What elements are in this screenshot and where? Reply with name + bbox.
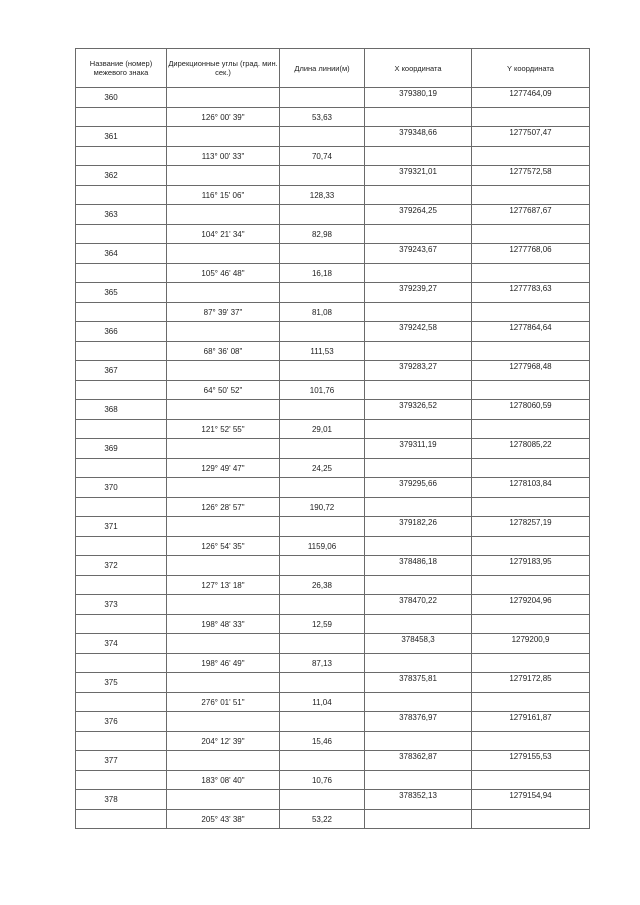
point-name-cell: 370 bbox=[76, 478, 167, 498]
empty-name-cell bbox=[76, 225, 167, 244]
point-name-cell: 371 bbox=[76, 517, 167, 537]
table-row-point bbox=[76, 517, 590, 537]
boundary-coordinates-table bbox=[75, 48, 590, 829]
direction-angle-cell: 129° 49' 47" bbox=[167, 459, 280, 478]
table-row-segment bbox=[76, 147, 590, 166]
empty-y-cell bbox=[472, 810, 590, 829]
table-row-point bbox=[76, 127, 590, 147]
table-row-point bbox=[76, 244, 590, 264]
line-length-cell: 12,59 bbox=[280, 615, 365, 634]
empty-name-cell bbox=[76, 771, 167, 790]
empty-y-cell bbox=[472, 225, 590, 244]
x-coordinate-cell: 379348,66 bbox=[365, 127, 472, 147]
line-length-cell: 24,25 bbox=[280, 459, 365, 478]
x-coordinate-cell: 378470,22 bbox=[365, 595, 472, 615]
empty-angle-cell bbox=[167, 751, 280, 771]
header-point-name: Название (номер) межевого знака bbox=[76, 49, 167, 88]
line-length-cell: 128,33 bbox=[280, 186, 365, 205]
table-row-point bbox=[76, 556, 590, 576]
empty-length-cell bbox=[280, 439, 365, 459]
empty-x-cell bbox=[365, 693, 472, 712]
empty-x-cell bbox=[365, 147, 472, 166]
y-coordinate-cell: 1278257,19 bbox=[472, 517, 590, 537]
empty-length-cell bbox=[280, 556, 365, 576]
point-name-cell: 369 bbox=[76, 439, 167, 459]
empty-angle-cell bbox=[167, 517, 280, 537]
table-row-segment bbox=[76, 186, 590, 205]
empty-name-cell bbox=[76, 381, 167, 400]
empty-name-cell bbox=[76, 108, 167, 127]
x-coordinate-cell: 378486,18 bbox=[365, 556, 472, 576]
direction-angle-cell: 198° 48' 33" bbox=[167, 615, 280, 634]
x-coordinate-cell: 378352,13 bbox=[365, 790, 472, 810]
empty-length-cell bbox=[280, 478, 365, 498]
y-coordinate-cell: 1277507,47 bbox=[472, 127, 590, 147]
empty-angle-cell bbox=[167, 439, 280, 459]
empty-x-cell bbox=[365, 537, 472, 556]
table-row-point bbox=[76, 478, 590, 498]
y-coordinate-cell: 1279204,96 bbox=[472, 595, 590, 615]
empty-y-cell bbox=[472, 147, 590, 166]
empty-length-cell bbox=[280, 244, 365, 264]
line-length-cell: 111,53 bbox=[280, 342, 365, 361]
direction-angle-cell: 68° 36' 08" bbox=[167, 342, 280, 361]
empty-name-cell bbox=[76, 693, 167, 712]
empty-angle-cell bbox=[167, 478, 280, 498]
x-coordinate-cell: 379264,25 bbox=[365, 205, 472, 225]
empty-y-cell bbox=[472, 303, 590, 322]
table-row-point bbox=[76, 166, 590, 186]
empty-length-cell bbox=[280, 673, 365, 693]
point-name-cell: 372 bbox=[76, 556, 167, 576]
point-name-cell: 367 bbox=[76, 361, 167, 381]
table-row-point bbox=[76, 712, 590, 732]
direction-angle-cell: 198° 46' 49" bbox=[167, 654, 280, 673]
empty-name-cell bbox=[76, 537, 167, 556]
empty-length-cell bbox=[280, 283, 365, 303]
empty-y-cell bbox=[472, 186, 590, 205]
empty-name-cell bbox=[76, 498, 167, 517]
line-length-cell: 53,63 bbox=[280, 108, 365, 127]
y-coordinate-cell: 1277768,06 bbox=[472, 244, 590, 264]
empty-angle-cell bbox=[167, 556, 280, 576]
point-name-cell: 365 bbox=[76, 283, 167, 303]
line-length-cell: 1159,06 bbox=[280, 537, 365, 556]
line-length-cell: 87,13 bbox=[280, 654, 365, 673]
empty-length-cell bbox=[280, 361, 365, 381]
header-y-coordinate: Y координата bbox=[472, 49, 590, 88]
empty-length-cell bbox=[280, 400, 365, 420]
empty-y-cell bbox=[472, 264, 590, 283]
table-row-point bbox=[76, 790, 590, 810]
empty-name-cell bbox=[76, 303, 167, 322]
direction-angle-cell: 127° 13' 18" bbox=[167, 576, 280, 595]
table-row-segment bbox=[76, 537, 590, 556]
table-row-segment bbox=[76, 381, 590, 400]
point-name-cell: 374 bbox=[76, 634, 167, 654]
y-coordinate-cell: 1278060,59 bbox=[472, 400, 590, 420]
point-name-cell: 375 bbox=[76, 673, 167, 693]
direction-angle-cell: 126° 54' 35" bbox=[167, 537, 280, 556]
empty-y-cell bbox=[472, 537, 590, 556]
direction-angle-cell: 183° 08' 40" bbox=[167, 771, 280, 790]
x-coordinate-cell: 379243,67 bbox=[365, 244, 472, 264]
point-name-cell: 361 bbox=[76, 127, 167, 147]
line-length-cell: 81,08 bbox=[280, 303, 365, 322]
table-row-segment bbox=[76, 303, 590, 322]
header-x-coordinate: X координата bbox=[365, 49, 472, 88]
empty-x-cell bbox=[365, 498, 472, 517]
x-coordinate-cell: 379311,19 bbox=[365, 439, 472, 459]
empty-x-cell bbox=[365, 459, 472, 478]
empty-angle-cell bbox=[167, 634, 280, 654]
empty-length-cell bbox=[280, 751, 365, 771]
empty-length-cell bbox=[280, 205, 365, 225]
empty-angle-cell bbox=[167, 127, 280, 147]
empty-length-cell bbox=[280, 517, 365, 537]
line-length-cell: 82,98 bbox=[280, 225, 365, 244]
empty-name-cell bbox=[76, 264, 167, 283]
empty-y-cell bbox=[472, 108, 590, 127]
x-coordinate-cell: 378362,87 bbox=[365, 751, 472, 771]
y-coordinate-cell: 1279183,95 bbox=[472, 556, 590, 576]
empty-x-cell bbox=[365, 186, 472, 205]
table-row-point bbox=[76, 205, 590, 225]
line-length-cell: 101,76 bbox=[280, 381, 365, 400]
x-coordinate-cell: 379242,58 bbox=[365, 322, 472, 342]
y-coordinate-cell: 1279155,53 bbox=[472, 751, 590, 771]
empty-y-cell bbox=[472, 420, 590, 439]
table-row-point bbox=[76, 88, 590, 108]
table-body bbox=[76, 88, 590, 829]
x-coordinate-cell: 379295,66 bbox=[365, 478, 472, 498]
empty-length-cell bbox=[280, 595, 365, 615]
empty-y-cell bbox=[472, 771, 590, 790]
table-row-point bbox=[76, 361, 590, 381]
table-row-point bbox=[76, 439, 590, 459]
direction-angle-cell: 276° 01' 51" bbox=[167, 693, 280, 712]
y-coordinate-cell: 1279154,94 bbox=[472, 790, 590, 810]
empty-x-cell bbox=[365, 810, 472, 829]
point-name-cell: 360 bbox=[76, 88, 167, 108]
empty-angle-cell bbox=[167, 361, 280, 381]
x-coordinate-cell: 378375,81 bbox=[365, 673, 472, 693]
table-row-segment bbox=[76, 771, 590, 790]
header-line-length: Длина линии(м) bbox=[280, 49, 365, 88]
table-row-point bbox=[76, 400, 590, 420]
empty-y-cell bbox=[472, 732, 590, 751]
point-name-cell: 376 bbox=[76, 712, 167, 732]
empty-y-cell bbox=[472, 381, 590, 400]
empty-name-cell bbox=[76, 576, 167, 595]
empty-name-cell bbox=[76, 732, 167, 751]
empty-y-cell bbox=[472, 654, 590, 673]
table-row-point bbox=[76, 595, 590, 615]
empty-angle-cell bbox=[167, 244, 280, 264]
empty-name-cell bbox=[76, 420, 167, 439]
point-name-cell: 368 bbox=[76, 400, 167, 420]
direction-angle-cell: 64° 50' 52" bbox=[167, 381, 280, 400]
empty-angle-cell bbox=[167, 205, 280, 225]
y-coordinate-cell: 1279161,87 bbox=[472, 712, 590, 732]
point-name-cell: 364 bbox=[76, 244, 167, 264]
table-row-point bbox=[76, 322, 590, 342]
line-length-cell: 16,18 bbox=[280, 264, 365, 283]
empty-x-cell bbox=[365, 108, 472, 127]
empty-y-cell bbox=[472, 342, 590, 361]
line-length-cell: 11,04 bbox=[280, 693, 365, 712]
table-row-segment bbox=[76, 615, 590, 634]
direction-angle-cell: 121° 52' 55" bbox=[167, 420, 280, 439]
table-row-segment bbox=[76, 264, 590, 283]
table-row-segment bbox=[76, 693, 590, 712]
empty-x-cell bbox=[365, 264, 472, 283]
table-row-point bbox=[76, 751, 590, 771]
point-name-cell: 378 bbox=[76, 790, 167, 810]
line-length-cell: 190,72 bbox=[280, 498, 365, 517]
line-length-cell: 10,76 bbox=[280, 771, 365, 790]
point-name-cell: 362 bbox=[76, 166, 167, 186]
table-row-segment bbox=[76, 225, 590, 244]
empty-length-cell bbox=[280, 790, 365, 810]
table-row-segment bbox=[76, 342, 590, 361]
y-coordinate-cell: 1278103,84 bbox=[472, 478, 590, 498]
empty-angle-cell bbox=[167, 595, 280, 615]
x-coordinate-cell: 378376,97 bbox=[365, 712, 472, 732]
y-coordinate-cell: 1277968,48 bbox=[472, 361, 590, 381]
empty-x-cell bbox=[365, 420, 472, 439]
empty-y-cell bbox=[472, 498, 590, 517]
direction-angle-cell: 113° 00' 33" bbox=[167, 147, 280, 166]
empty-x-cell bbox=[365, 225, 472, 244]
empty-x-cell bbox=[365, 615, 472, 634]
line-length-cell: 70,74 bbox=[280, 147, 365, 166]
y-coordinate-cell: 1277464,09 bbox=[472, 88, 590, 108]
line-length-cell: 29,01 bbox=[280, 420, 365, 439]
empty-angle-cell bbox=[167, 283, 280, 303]
empty-name-cell bbox=[76, 186, 167, 205]
table-row-segment bbox=[76, 576, 590, 595]
empty-length-cell bbox=[280, 322, 365, 342]
direction-angle-cell: 104° 21' 34" bbox=[167, 225, 280, 244]
direction-angle-cell: 116° 15' 06" bbox=[167, 186, 280, 205]
y-coordinate-cell: 1277783,63 bbox=[472, 283, 590, 303]
empty-length-cell bbox=[280, 88, 365, 108]
x-coordinate-cell: 379239,27 bbox=[365, 283, 472, 303]
empty-y-cell bbox=[472, 459, 590, 478]
empty-name-cell bbox=[76, 147, 167, 166]
empty-name-cell bbox=[76, 342, 167, 361]
empty-length-cell bbox=[280, 712, 365, 732]
direction-angle-cell: 87° 39' 37" bbox=[167, 303, 280, 322]
line-length-cell: 53,22 bbox=[280, 810, 365, 829]
empty-length-cell bbox=[280, 634, 365, 654]
direction-angle-cell: 105° 46' 48" bbox=[167, 264, 280, 283]
table-row-segment bbox=[76, 459, 590, 478]
empty-angle-cell bbox=[167, 322, 280, 342]
empty-angle-cell bbox=[167, 790, 280, 810]
table-row-point bbox=[76, 283, 590, 303]
empty-angle-cell bbox=[167, 166, 280, 186]
direction-angle-cell: 205° 43' 38" bbox=[167, 810, 280, 829]
empty-name-cell bbox=[76, 615, 167, 634]
table-row-segment bbox=[76, 810, 590, 829]
empty-x-cell bbox=[365, 381, 472, 400]
y-coordinate-cell: 1277687,67 bbox=[472, 205, 590, 225]
y-coordinate-cell: 1279200,9 bbox=[472, 634, 590, 654]
y-coordinate-cell: 1277572,58 bbox=[472, 166, 590, 186]
empty-x-cell bbox=[365, 576, 472, 595]
x-coordinate-cell: 378458,3 bbox=[365, 634, 472, 654]
point-name-cell: 373 bbox=[76, 595, 167, 615]
empty-y-cell bbox=[472, 576, 590, 595]
direction-angle-cell: 126° 00' 39" bbox=[167, 108, 280, 127]
line-length-cell: 26,38 bbox=[280, 576, 365, 595]
table-row-segment bbox=[76, 732, 590, 751]
empty-length-cell bbox=[280, 166, 365, 186]
empty-y-cell bbox=[472, 615, 590, 634]
x-coordinate-cell: 379380,19 bbox=[365, 88, 472, 108]
empty-length-cell bbox=[280, 127, 365, 147]
table-row-segment bbox=[76, 420, 590, 439]
table-header-row bbox=[76, 49, 590, 88]
empty-x-cell bbox=[365, 771, 472, 790]
x-coordinate-cell: 379283,27 bbox=[365, 361, 472, 381]
empty-x-cell bbox=[365, 654, 472, 673]
point-name-cell: 363 bbox=[76, 205, 167, 225]
x-coordinate-cell: 379321,01 bbox=[365, 166, 472, 186]
point-name-cell: 366 bbox=[76, 322, 167, 342]
empty-angle-cell bbox=[167, 673, 280, 693]
empty-x-cell bbox=[365, 732, 472, 751]
direction-angle-cell: 126° 28' 57" bbox=[167, 498, 280, 517]
empty-name-cell bbox=[76, 654, 167, 673]
empty-y-cell bbox=[472, 693, 590, 712]
empty-angle-cell bbox=[167, 400, 280, 420]
table-row-segment bbox=[76, 498, 590, 517]
y-coordinate-cell: 1278085,22 bbox=[472, 439, 590, 459]
x-coordinate-cell: 379182,26 bbox=[365, 517, 472, 537]
empty-angle-cell bbox=[167, 712, 280, 732]
empty-x-cell bbox=[365, 342, 472, 361]
y-coordinate-cell: 1277864,64 bbox=[472, 322, 590, 342]
table-row-point bbox=[76, 634, 590, 654]
line-length-cell: 15,46 bbox=[280, 732, 365, 751]
header-direction-angle: Дирекционные углы (град. мин. сек.) bbox=[167, 49, 280, 88]
y-coordinate-cell: 1279172,85 bbox=[472, 673, 590, 693]
empty-x-cell bbox=[365, 303, 472, 322]
empty-name-cell bbox=[76, 810, 167, 829]
table-row-point bbox=[76, 673, 590, 693]
point-name-cell: 377 bbox=[76, 751, 167, 771]
direction-angle-cell: 204° 12' 39" bbox=[167, 732, 280, 751]
table-row-segment bbox=[76, 108, 590, 127]
empty-angle-cell bbox=[167, 88, 280, 108]
empty-name-cell bbox=[76, 459, 167, 478]
table-row-segment bbox=[76, 654, 590, 673]
x-coordinate-cell: 379326,52 bbox=[365, 400, 472, 420]
